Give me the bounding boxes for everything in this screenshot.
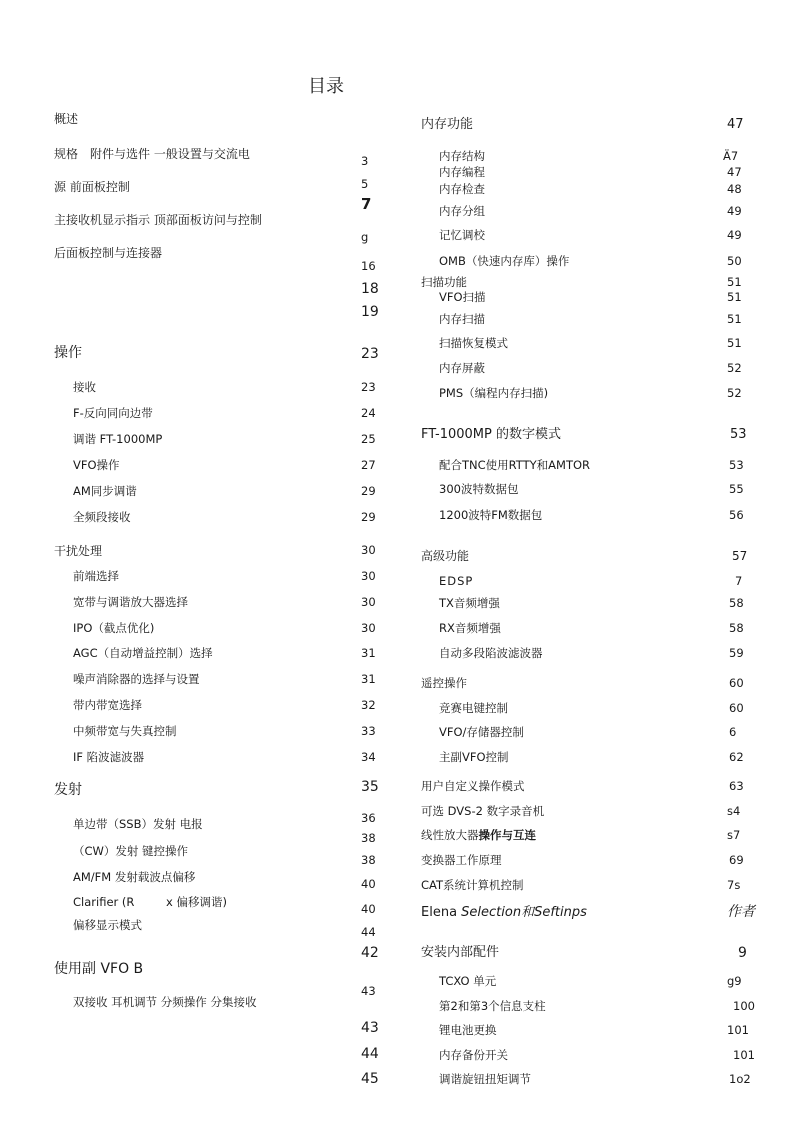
page-number: 59 <box>729 646 744 660</box>
page-number: 23 <box>361 380 376 394</box>
page-number: 60 <box>729 676 744 690</box>
page-number: 23 <box>361 346 379 362</box>
page-number: 29 <box>361 484 376 498</box>
toc-entry-linear-amp <box>421 830 536 842</box>
toc-entry-front-panel-line: 源 前面板控制 <box>54 180 130 194</box>
page-number: 60 <box>729 701 744 715</box>
page-number: 53 <box>730 427 747 442</box>
page-number: 18 <box>361 281 379 297</box>
toc-entry: 记忆调校 <box>439 228 485 242</box>
page-number: 101 <box>733 1048 755 1062</box>
page-number: 42 <box>361 945 379 961</box>
page-number: 33 <box>361 724 376 738</box>
page-number: 38 <box>361 853 376 867</box>
page-number: 1o2 <box>729 1072 751 1086</box>
page-number: s7 <box>727 828 741 842</box>
page-number: 51 <box>727 336 742 350</box>
page-number: 52 <box>727 386 742 400</box>
section-heading-memory: 内存功能 <box>421 117 474 132</box>
page-number: 58 <box>729 621 744 635</box>
toc-entry: 带内带宽选择 <box>73 698 142 712</box>
toc-entry: TCXO 单元 <box>439 974 497 988</box>
toc-entry: 双接收 耳机调节 分频操作 分集接收 <box>73 995 257 1009</box>
toc-entry: 内存扫描 <box>439 312 485 326</box>
toc-entry: 第2和第3个信息支柱 <box>439 999 546 1013</box>
toc-entry: 内存检查 <box>439 182 485 196</box>
toc-entry: 内存屏蔽 <box>439 361 485 375</box>
page-number: 7 <box>735 574 743 588</box>
toc-entry: IPO（截点优化) <box>73 621 155 635</box>
toc-entry: 1200波特FM数据包 <box>439 508 543 522</box>
page-number: 44 <box>361 1046 379 1062</box>
page-number: 58 <box>729 596 744 610</box>
page-number: 56 <box>729 508 744 522</box>
page-number: 51 <box>727 275 742 289</box>
section-heading-scan: 扫描功能 <box>421 275 467 289</box>
page-number: 57 <box>732 549 748 563</box>
page-number: 31 <box>361 672 376 686</box>
page-number: 9 <box>738 945 747 961</box>
toc-entry: 用户自定义操作模式 <box>421 779 525 793</box>
section-heading-sub-vfo: 使用副 VFO B <box>54 961 144 977</box>
page-number: g9 <box>727 974 742 988</box>
toc-entry: 调谐旋钮扭矩调节 <box>439 1072 531 1086</box>
toc-entry: 接收 <box>73 380 96 394</box>
toc-entry: PMS（编程内存扫描) <box>439 386 549 400</box>
toc-entry: 配合TNC使用RTTY和AMTOR <box>439 458 591 472</box>
page-number: 31 <box>361 646 376 660</box>
page-number: 6 <box>729 725 737 739</box>
page-number: 49 <box>727 228 742 242</box>
toc-entry: 调谐 FT-1000MP <box>73 432 163 446</box>
toc-entry: 噪声消除器的选择与设置 <box>73 672 200 686</box>
toc-entry: 前端选择 <box>73 569 119 583</box>
toc-entry-display-line: 主接收机显示指示 顶部面板访问与控制 <box>54 213 262 227</box>
page-number: 49 <box>727 204 742 218</box>
toc-entry: x 偏移调谐) <box>166 895 227 909</box>
page-number: 100 <box>733 999 755 1013</box>
toc-entry: （CW）发射 键控操作 <box>73 844 189 858</box>
page-number: 32 <box>361 698 376 712</box>
toc-entry-specs-line: 规格 附件与选件 一般设置与交流电 <box>54 147 250 161</box>
page-number: g <box>361 230 369 244</box>
page-number: 30 <box>361 543 376 557</box>
toc-entry: IF 陷波滤波器 <box>73 750 145 764</box>
page-number: 30 <box>361 621 376 635</box>
page-number: 27 <box>361 458 376 472</box>
toc-entry: VFO/存储器控制 <box>439 725 524 739</box>
page-number: 5 <box>361 177 369 191</box>
toc-entry: 内存备份开关 <box>439 1048 508 1062</box>
section-heading-interference: 干扰处理 <box>54 544 103 558</box>
toc-entry: 变换器工作原理 <box>421 853 502 867</box>
section-heading-install: 安装内部配件 <box>421 945 500 960</box>
toc-entry: 全频段接收 <box>73 510 131 524</box>
page-number: s4 <box>727 804 741 818</box>
toc-entry: VFO操作 <box>73 458 120 472</box>
page-number: 34 <box>361 750 376 764</box>
page-number: 48 <box>727 182 742 196</box>
toc-entry: 单边带（SSB）发射 电报 <box>73 817 203 831</box>
page-number: 47 <box>727 117 744 132</box>
section-heading-advanced: 高级功能 <box>421 549 470 563</box>
toc-entry: 锂电池更换 <box>439 1023 497 1037</box>
page-title: 目录 <box>308 76 344 97</box>
toc-entry: 内存编程 <box>439 165 485 179</box>
page-number: 3 <box>361 154 369 168</box>
toc-entry: 宽带与调谐放大器选择 <box>73 595 188 609</box>
toc-entry-part-bold: 操作与互连 <box>478 828 536 842</box>
page-number: 30 <box>361 595 376 609</box>
page-number: 作者 <box>727 904 755 920</box>
page-number: Ä7 <box>723 149 739 163</box>
section-heading-digital: FT-1000MP 的数字模式 <box>421 427 561 442</box>
toc-entry-part: Elena <box>421 905 462 920</box>
page-number: 40 <box>361 877 376 891</box>
page-number: 19 <box>361 304 379 320</box>
toc-entry: 偏移显示模式 <box>73 918 142 932</box>
toc-entry-elena <box>421 906 587 919</box>
toc-entry: 内存结构 <box>439 149 485 163</box>
toc-entry-part: 线性放大器 <box>421 828 479 842</box>
page-number: 63 <box>729 779 744 793</box>
toc-entry: 内存分组 <box>439 204 485 218</box>
page-number: 7s <box>727 878 741 892</box>
page-number: 16 <box>361 259 376 273</box>
toc-entry: EDSP <box>439 574 474 588</box>
toc-entry: TX音频增强 <box>439 596 500 610</box>
section-heading-remote: 遥控操作 <box>421 676 467 690</box>
toc-entry: 扫描恢复模式 <box>439 336 508 350</box>
toc-entry: F-反向同向边带 <box>73 406 153 420</box>
page-number: 53 <box>729 458 744 472</box>
page-number: 7 <box>361 195 372 213</box>
page-number: 24 <box>361 406 376 420</box>
toc-entry-part-italic: Selection和Seftinps <box>461 905 587 920</box>
page-number: 35 <box>361 779 379 795</box>
toc-entry: OMB（快速内存库）操作 <box>439 254 570 268</box>
toc-entry: 主副VFO控制 <box>439 750 509 764</box>
page-number: 69 <box>729 853 744 867</box>
toc-entry: AM/FM 发射载波点偏移 <box>73 870 196 884</box>
page-number: 44 <box>361 925 376 939</box>
toc-entry: RX音频增强 <box>439 621 501 635</box>
page-number: 51 <box>727 312 742 326</box>
page-number: 38 <box>361 831 376 845</box>
toc-entry: 自动多段陷波滤波器 <box>439 646 543 660</box>
toc-entry: CAT系统计算机控制 <box>421 878 524 892</box>
page-number: 51 <box>727 290 742 304</box>
page-number: 62 <box>729 750 744 764</box>
page-number: 101 <box>727 1023 749 1037</box>
toc-entry: 300波特数据包 <box>439 482 519 496</box>
toc-entry-overview: 概述 <box>54 112 79 126</box>
section-heading-transmit: 发射 <box>54 782 82 798</box>
page-number: 43 <box>361 984 376 998</box>
page-number: 55 <box>729 482 744 496</box>
page-number: 52 <box>727 361 742 375</box>
toc-entry: Clarifier (R <box>73 895 135 909</box>
page-number: 40 <box>361 902 376 916</box>
page-number: 29 <box>361 510 376 524</box>
toc-entry-rear-panel-line: 后面板控制与连接器 <box>54 246 163 260</box>
toc-entry: AGC（自动增益控制）选择 <box>73 646 213 660</box>
page-number: 50 <box>727 254 742 268</box>
page-number: 47 <box>727 165 742 179</box>
page-number: 36 <box>361 811 376 825</box>
section-heading-operation: 操作 <box>54 345 82 361</box>
page-number: 25 <box>361 432 376 446</box>
page-number: 30 <box>361 569 376 583</box>
page-number: 43 <box>361 1020 379 1036</box>
toc-entry: AM同步调谐 <box>73 484 137 498</box>
toc-entry: VFO扫描 <box>439 290 486 304</box>
toc-entry: 竞赛电键控制 <box>439 701 508 715</box>
page-number: 45 <box>361 1071 379 1087</box>
toc-entry: 中频带宽与失真控制 <box>73 724 177 738</box>
toc-entry: 可选 DVS-2 数字录音机 <box>421 804 545 818</box>
